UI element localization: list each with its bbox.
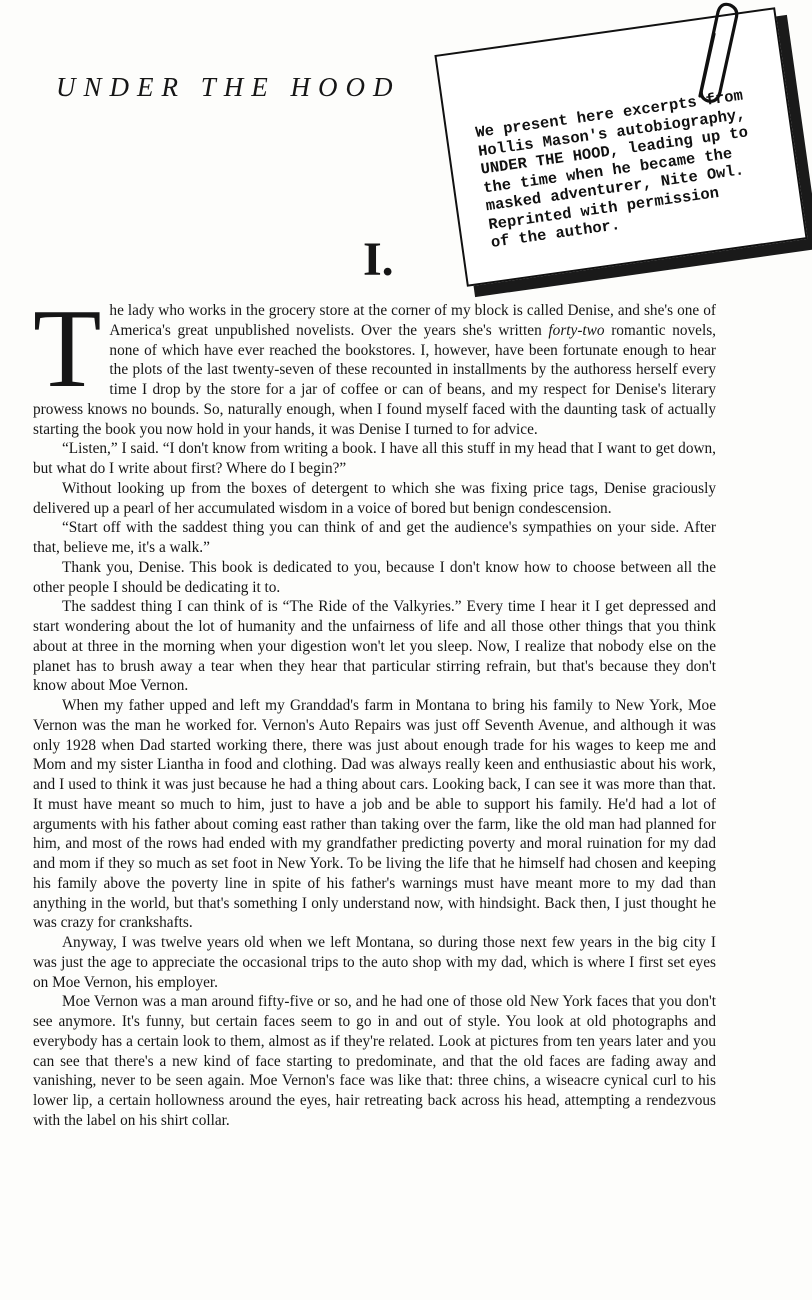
paragraph: “Listen,” I said. “I don't know from writing a book. I have all this stuff in my head that I want to get down, but what do I write about first? Where do I begin?” [33,440,716,477]
paragraph: Thank you, Denise. This book is dedicated to you, because I don't know how to choose between all the other people I should be dedicating it to. [33,558,716,596]
editor-note-card [434,7,807,287]
emphasis-text: forty-two [548,321,605,339]
paperclip-icon [678,0,748,112]
article-body [33,287,716,1131]
paragraph-text: he lady who works in the grocery store at the corner of my block is called Denise, and she's one of America's great unpublished novelists. Over the years she's written [109,302,716,339]
paragraph: Anyway, I was twelve years old when we left Montana, so during those next few years in the big city I was just the age to appreciate the occasional trips to the auto shop with my dad, which is where I first set eyes on Moe Vernon, his employer. [33,934,716,991]
paragraph: When my father upped and left my Granddad's farm in Montana to bring his family to New York, Moe Vernon was the man he worked for. Vernon's Auto Repairs was just off Seventh Avenue, and although it was only 1928 when Dad started working there, there was just about enough trade for his wages to keep me and Mom and my sister Liantha in food and clothing. Dad was always really keen and enthusiastic about his work, and I used to think it was just because he had a thing about cars. Looking back, I can see it was more than that. It must have meant so much to him, just to have a job and be able to support his family. He'd had a lot of arguments with his father about coming east rather than taking over the farm, like the old man had planned for him, and most of the rows had ended with my grandfather predicting poverty and moral ruination for my dad and mom if they so much as set foot in New York. To be living the life that he himself had chosen and keeping his family above the poverty line in spite of his father's warnings must have meant more to my dad than anything in the world, but that's something I only understand now, with hindsight. Back then, I just thought he was crazy for crankshafts. [33,697,716,932]
paragraph: Moe Vernon was a man around fifty-five or so, and he had one of those old New York faces that you don't see anymore. It's funny, but certain faces seem to go in and out of style. You look at old photographs and everybody has a certain look to them, almost as if they're related. Look at pictures from ten years later and you can see that there's a new kind of face starting to predominate, and that the old faces are fading away and vanishing, never to be seen again. Moe Vernon's face was like that: three chins, a wiseacre cynical curl to his lower lip, a certain hollowness around the eyes, hair retreating back across his head, attempting a rendezvous with the label on his shirt collar. [33,993,716,1129]
page-title: UNDER THE HOOD [56,72,401,102]
drop-cap: T [33,287,102,411]
editor-note-text: We present here excerpts from Hollis Mason's autobiography, UNDER THE HOOD, leading up to the time when he became the masked adventurer, Nite Owl. Reprinted with permission of the author. [474,86,750,252]
paragraph: The saddest thing I can think of is “The Ride of the Valkyries.” Every time I hear it I get depressed and start wondering about the lot of humanity and the unfairness of life and all those other things that you think about at three in the morning when your digestion won't let you sleep. Now, I realize that nobody else on the planet has to brush away a tear when they hear that particular stirring refrain, but that's because they don't know about Moe Vernon. [33,598,716,695]
paragraph [33,287,716,439]
paragraph: Without looking up from the boxes of detergent to which she was fixing price tags, Denise graciously delivered up a pearl of her accumulated wisdom in a voice of bored but benign condescension. [33,479,716,517]
paragraph: “Start off with the saddest thing you can think of and get the audience's sympathies on your side. After that, believe me, it's a walk.” [33,519,716,556]
section-heading: I. [363,233,394,286]
paragraph-text: romantic novels, none of which have ever reached the bookstores. I, however, have been fortunate enough to hear the plots of the last twenty-seven of these recounted in installments by the authoress herself every time I drop by the store for a jar of coffee or can of beans, and my respect for Denise's literary prowess knows no bounds. So, naturally enough, when I found myself faced with the daunting task of actually starting the book you now hold in your hands, it was Denise I turned to for advice. [33,321,716,438]
